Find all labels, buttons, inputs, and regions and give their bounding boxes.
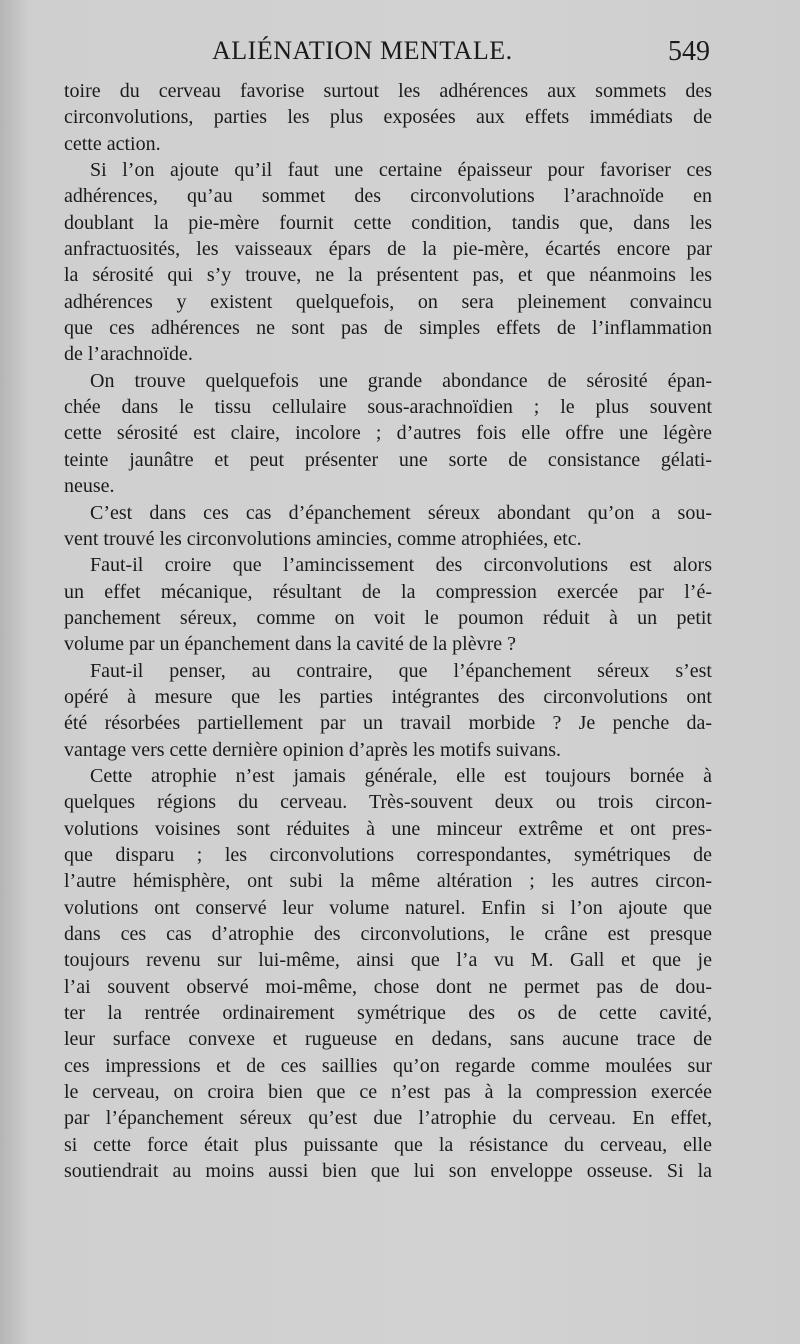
text-line: quelques régions du cerveau. Très-souvent deux ou trois circon- [64,791,712,814]
text-line: soutiendrait au moins aussi bien que lui son enveloppe osseuse. Si la [64,1160,712,1183]
text-line: anfractuosités, les vaisseaux épars de la pie-mère, écartés encore par [64,238,712,261]
text-line: cette sérosité est claire, incolore ; d’autres fois elle offre une légère [64,422,712,445]
text-line: toujours revenu sur lui-même, ainsi que l’a vu M. Gall et que je [64,949,712,972]
page-number: 549 [668,36,710,67]
text-line: ter la rentrée ordinairement symétrique des os de cette cavité, [64,1002,712,1025]
text-line: Faut-il penser, au contraire, que l’épanchement séreux s’est [90,659,712,682]
text-line: la sérosité qui s’y trouve, ne la présentent pas, et que néanmoins les [64,264,712,287]
text-line: panchement séreux, comme on voit le poumon réduit à un petit [64,606,712,629]
text-line: toire du cerveau favorise surtout les adhérences aux sommets des [64,80,712,102]
text-line: l’autre hémisphère, ont subi la même altération ; les autres circon- [64,870,712,893]
text-line: l’ai souvent observé moi-même, chose dont ne permet pas de dou- [64,975,712,998]
text-line: neuse. [64,475,115,498]
running-title: ALIÉNATION MENTALE. [212,36,513,65]
text-line: chée dans le tissu cellulaire sous-arachnoïdien ; le plus souvent [64,396,712,419]
text-line: leur surface convexe et rugueuse en dedans, sans aucune trace de [64,1028,712,1051]
text-line: été résorbées partiellement par un travail morbide ? Je penche da- [64,712,712,735]
text-line: par l’épanchement séreux qu’est due l’atrophie du cerveau. En effet, [64,1107,712,1130]
text-line: opéré à mesure que les parties intégrantes des circonvolutions ont [64,685,712,708]
text-line: que disparu ; les circonvolutions correspondantes, symétriques de [64,843,712,866]
text-line: teinte jaunâtre et peut présenter une sorte de consistance gélati- [64,448,712,471]
text-line: C’est dans ces cas d’épanchement séreux abondant qu’on a sou- [90,501,712,524]
text-line: un effet mécanique, résultant de la compression exercée par l’é- [64,580,712,603]
text-line: si cette force était plus puissante que la résistance du cerveau, elle [64,1133,712,1156]
text-line: de l’arachnoïde. [64,343,193,366]
text-line: volume par un épanchement dans la cavité de la plèvre ? [64,633,517,656]
text-line: ces impressions et de ces saillies qu’on regarde comme moulées sur [64,1054,712,1077]
text-line: circonvolutions, parties les plus exposées aux effets immédiats de [64,106,712,129]
page-header [64,36,714,76]
text-line: On trouve quelquefois une grande abondance de sérosité épan- [90,369,712,392]
text-line: volutions ont conservé leur volume naturel. Enfin si l’on ajoute que [64,896,712,919]
text-line: adhérences, qu’au sommet des circonvolutions l’arachnoïde en [64,185,712,208]
text-line: doublant la pie-mère fournit cette condition, tandis que, dans les [64,211,712,234]
text-line: vent trouvé les circonvolutions amincies, comme atrophiées, etc. [64,527,582,550]
text-line: Si l’on ajoute qu’il faut une certaine épaisseur pour favoriser ces [90,159,712,182]
text-line: dans ces cas d’atrophie des circonvolutions, le crâne est presque [64,923,712,945]
text-line: volutions voisines sont réduites à une minceur extrême et ont pres- [64,817,712,840]
text-line: Cette atrophie n’est jamais générale, elle est toujours bornée à [90,764,712,787]
text-line: adhérences y existent quelquefois, on sera pleinement convaincu [64,290,712,313]
body-text [64,78,712,1184]
text-line: le cerveau, on croira bien que ce n’est pas à la compression exercée [64,1081,712,1104]
text-line: vantage vers cette dernière opinion d’après les motifs suivans. [64,738,562,761]
text-line: Faut-il croire que l’amincissement des circonvolutions est alors [90,554,712,577]
text-line: cette action. [64,132,161,155]
text-line: que ces adhérences ne sont pas de simples effets de l’inflammation [64,317,712,340]
